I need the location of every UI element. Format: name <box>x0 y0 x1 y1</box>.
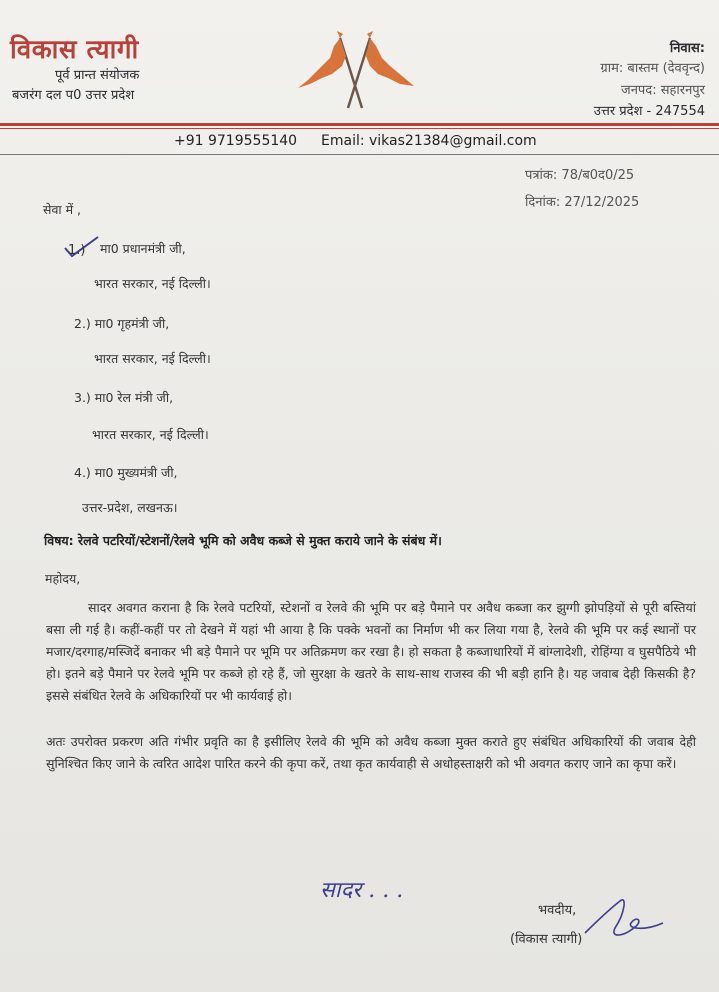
signature-scribble-icon <box>565 893 665 953</box>
sender-designation: पूर्व प्रान्त संयोजक <box>55 68 140 83</box>
signatory-name: (विकास त्यागी) <box>510 932 583 947</box>
recipient-4-title: 4.) मा0 मुख्यमंत्री जी, <box>74 465 178 480</box>
recipient-1-office: भारत सरकार, नई दिल्ली। <box>94 276 211 291</box>
recipient-3-title: 3.) मा0 रेल मंत्री जी, <box>74 390 174 405</box>
phone-number: +91 9719555140 <box>174 133 298 149</box>
letter-subject: विषय: रेलवे पटरियों/स्टेशनों/रेलवे भूमि को अवैध कब्जे से मुक्त कराये जाने के संबंध में। <box>44 533 442 548</box>
recipient-4-office: उत्तर-प्रदेश, लखनऊ। <box>82 500 178 515</box>
body-paragraph-2: अतः उपरोक्त प्रकरण अति गंभीर प्रवृति का है इसीलिए रेलवे की भूमि को अवैध कब्जा मुक्त कराते हुए संबंधित अधिकारियों की जवाब देही सुनिश्चित किए जाने के त्वरित आदेश पारित करने की कृपा करें, तथा कृत कार्यवाही से अधोहस्ताक्षरी को भी अवगत कराए जाने का कृपा करें। <box>46 734 696 771</box>
recipient-2-title: 2.) मा0 गृहमंत्री जी, <box>74 316 170 331</box>
salutation-to: सेवा में , <box>43 202 82 217</box>
body-paragraph-1-text: सादर अवगत कराना है कि रेलवे पटरियों, स्टेशनों व रेलवे की भूमि पर बड़े पैमाने पर अवैध कब्जा कर झुग्गी झोपड़ियों से पूरी बस्तियां बसा ली गई है। कहीं-कहीं पर तो देखने में यहां भी आया है कि पक्के भवनों का निर्माण भी कर लिया गया है, रेलवे की भूमि पर कई स्थानों पर मजार/दरगाह/मस्जिदें बनाकर भी बड़े पैमाने पर भूमि पर अतिक्रमण कर रखा है। हो सकता है कब्जाधारियों में बांग्लादेशी, रोहिंग्या व घुसपैठिये भी हो। इतने बड़े पैमाने पर रेलवे भूमि पर कब्जे हो रहे हैं, जो सुरक्षा के खतरे के साथ-साथ राजस्व की भी बड़ी हानि है। यह जवाब देही किसकी है? इससे संबंधित रेलवे के अधिकारियों पर भी कार्यवाई हो। <box>46 600 696 703</box>
body-paragraph-1 <box>46 597 696 707</box>
email-address: Email: vikas21384@gmail.com <box>321 133 537 149</box>
recipient-3-office: भारत सरकार, नई दिल्ली। <box>92 427 209 442</box>
sender-name: विकास त्यागी <box>10 35 139 65</box>
letterhead-divider-thin <box>0 128 719 129</box>
check-tick-mark-icon <box>62 234 102 260</box>
address-district: जनपद: सहारनपुर <box>621 83 705 98</box>
handwritten-regards: सादर . . . <box>320 878 404 903</box>
contact-divider <box>0 154 719 155</box>
recipient-1-title: मा0 प्रधानमंत्री जी, <box>100 241 186 256</box>
letter-date: दिनांक: 27/12/2025 <box>525 195 640 210</box>
address-state-pin: उत्तर प्रदेश - 247554 <box>593 104 705 119</box>
recipient-2-office: भारत सरकार, नई दिल्ली। <box>94 351 211 366</box>
letter-number: पत्रांक: 78/ब0द0/25 <box>525 168 635 183</box>
saffron-flags-logo-icon <box>290 28 420 114</box>
closing-yours: भवदीय, <box>538 903 577 918</box>
greeting: महोदय, <box>45 571 81 586</box>
svg-text:1.): 1.) <box>68 243 86 258</box>
letterhead-divider <box>0 123 719 126</box>
sender-organization: बजरंग दल प0 उत्तर प्रदेश <box>12 88 135 103</box>
residence-label: निवास: <box>669 41 705 56</box>
address-village: ग्राम: बास्तम (देववृन्द) <box>600 61 705 76</box>
